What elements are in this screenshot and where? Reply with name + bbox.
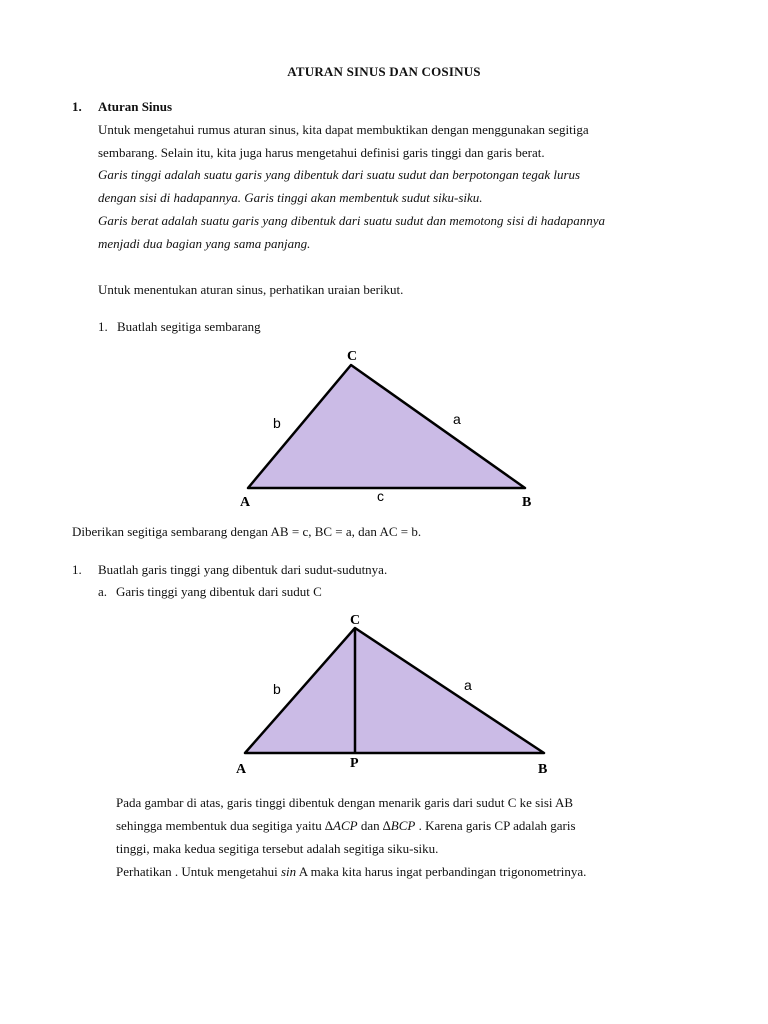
- definition-line: Garis tinggi adalah suatu garis yang dibentuk dari suatu sudut dan berpotongan tegak lurus: [98, 167, 581, 182]
- triangle-bcp-symbol: ∆BCP: [382, 818, 416, 833]
- vertex-label-a: A: [240, 495, 251, 510]
- triangle-acp-symbol: ∆ACP: [325, 818, 358, 833]
- intro-line: Untuk menentukan aturan sinus, perhatikan uraian berikut.: [98, 282, 404, 297]
- triangle-figure-1: [200, 340, 568, 512]
- text-segment: Perhatikan . Untuk mengetahui: [116, 864, 281, 879]
- step-text: Buatlah garis tinggi yang dibentuk dari sudut-sudutnya.: [98, 562, 388, 577]
- vertex-label-a: A: [236, 762, 247, 777]
- given-line: Diberikan segitiga sembarang dengan AB = c, BC = a, dan AC = b.: [72, 524, 422, 539]
- vertex-label-c: C: [350, 613, 361, 628]
- side-label-b: b: [273, 681, 281, 697]
- side-label-b: b: [273, 415, 281, 431]
- paragraph-line: tinggi, maka kedua segitiga tersebut adalah segitiga siku-siku.: [116, 841, 439, 856]
- paragraph-line: sembarang. Selain itu, kita juga harus mengetahui definisi garis tinggi dan garis berat.: [98, 145, 545, 160]
- sub-step-text: Garis tinggi yang dibentuk dari sudut C: [116, 584, 322, 599]
- paragraph-line: Untuk mengetahui rumus aturan sinus, kita dapat membuktikan dengan menggunakan segitiga: [98, 122, 589, 137]
- paragraph-line: [116, 864, 586, 880]
- triangle-abc-altitude: [245, 628, 544, 753]
- triangle-abc: [248, 365, 525, 488]
- vertex-label-b: B: [522, 495, 532, 510]
- paragraph-line: Pada gambar di atas, garis tinggi dibentuk dengan menarik garis dari sudut C ke sisi AB: [116, 795, 574, 810]
- section-heading: Aturan Sinus: [98, 99, 173, 114]
- triangle-figure-2: [228, 608, 558, 778]
- text-segment: sehingga membentuk dua segitiga yaitu: [116, 818, 326, 833]
- sub-step-letter: a.: [98, 584, 108, 599]
- paragraph-line: [116, 818, 576, 834]
- side-label-a: a: [453, 411, 461, 427]
- vertex-label-b: B: [538, 762, 548, 777]
- definition-line: menjadi dua bagian yang sama panjang.: [98, 236, 311, 251]
- step-number: 1.: [72, 562, 82, 577]
- side-label-c: c: [377, 488, 384, 504]
- step-number: 1.: [98, 319, 108, 334]
- vertex-label-p: P: [350, 756, 359, 771]
- step-text: Buatlah segitiga sembarang: [117, 319, 261, 334]
- vertex-label-c: C: [347, 349, 358, 364]
- definition-line: Garis berat adalah suatu garis yang dibentuk dari suatu sudut dan memotong sisi di hadapannya: [98, 213, 605, 228]
- definition-line: dengan sisi di hadapannya. Garis tinggi akan membentuk sudut siku-siku.: [98, 190, 483, 205]
- page-title: ATURAN SINUS DAN COSINUS: [287, 64, 481, 79]
- text-segment: dan: [357, 818, 383, 833]
- text-segment: . Karena garis CP adalah garis: [415, 818, 576, 833]
- text-segment: A maka kita harus ingat perbandingan trigonometrinya.: [296, 864, 587, 879]
- sin-term: sin: [281, 864, 297, 879]
- section-number: 1.: [72, 99, 82, 114]
- side-label-a: a: [464, 677, 472, 693]
